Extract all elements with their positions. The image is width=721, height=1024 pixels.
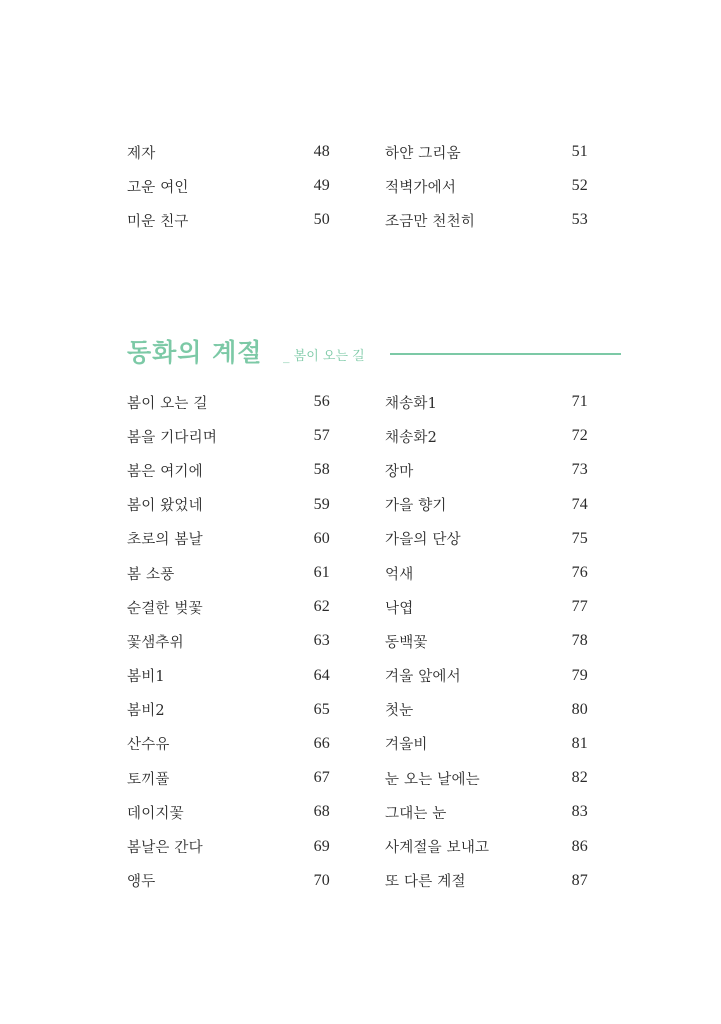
toc-entry bbox=[385, 522, 588, 556]
toc-entry bbox=[385, 590, 588, 624]
toc-entry bbox=[385, 556, 588, 590]
toc-entry-title: 미운 친구 bbox=[127, 213, 189, 230]
toc-entry bbox=[385, 727, 588, 761]
toc-entry-title: 억새 bbox=[385, 566, 414, 583]
toc-entry-page: 63 bbox=[313, 632, 330, 650]
toc-top-right-column bbox=[385, 135, 588, 238]
toc-entry-page: 49 bbox=[313, 177, 330, 195]
toc-entry bbox=[127, 864, 330, 898]
toc-entry bbox=[385, 453, 588, 487]
toc-entry bbox=[385, 761, 588, 795]
toc-entry-title: 가을의 단상 bbox=[385, 532, 461, 549]
toc-entry-title: 토끼풀 bbox=[127, 771, 170, 788]
toc-entry-page: 70 bbox=[313, 871, 330, 889]
toc-section-left-column bbox=[127, 385, 330, 898]
toc-entry-title: 채송화1 bbox=[385, 395, 438, 412]
toc-entry bbox=[385, 864, 588, 898]
section-title: 동화의 계절 bbox=[127, 338, 263, 367]
toc-entry-title: 꽃샘추위 bbox=[127, 634, 184, 651]
toc-entry-page: 67 bbox=[313, 769, 330, 787]
toc-entry-title: 고운 여인 bbox=[127, 179, 189, 196]
toc-entry-page: 71 bbox=[571, 393, 588, 411]
toc-entry-title: 겨울 앞에서 bbox=[385, 669, 461, 686]
toc-entry-page: 59 bbox=[313, 495, 330, 513]
toc-entry-page: 77 bbox=[571, 598, 588, 616]
toc-entry-page: 78 bbox=[571, 632, 588, 650]
toc-entry-page: 50 bbox=[313, 211, 330, 229]
toc-section-right-column bbox=[385, 385, 588, 898]
toc-entry-title: 그대는 눈 bbox=[385, 805, 447, 822]
toc-entry-page: 64 bbox=[313, 666, 330, 684]
toc-entry-page: 56 bbox=[313, 393, 330, 411]
toc-entry-title: 적벽가에서 bbox=[385, 179, 457, 196]
toc-entry-page: 66 bbox=[313, 734, 330, 752]
toc-entry bbox=[127, 522, 330, 556]
toc-entry-page: 48 bbox=[313, 143, 330, 161]
toc-entry bbox=[385, 624, 588, 658]
toc-entry-page: 75 bbox=[571, 529, 588, 547]
toc-entry bbox=[127, 590, 330, 624]
toc-top-left-column bbox=[127, 135, 330, 238]
toc-entry-page: 81 bbox=[571, 734, 588, 752]
toc-entry-page: 80 bbox=[571, 700, 588, 718]
toc-entry bbox=[385, 795, 588, 829]
toc-entry bbox=[385, 419, 588, 453]
toc-entry bbox=[385, 135, 588, 169]
toc-entry-title: 사계절을 보내고 bbox=[385, 840, 490, 857]
toc-entry-title: 동백꽃 bbox=[385, 634, 428, 651]
toc-entry bbox=[385, 385, 588, 419]
toc-entry bbox=[385, 488, 588, 522]
toc-entry-title: 조금만 천천히 bbox=[385, 213, 476, 230]
toc-entry-page: 86 bbox=[571, 837, 588, 855]
toc-entry-page: 87 bbox=[571, 871, 588, 889]
toc-entry-page: 82 bbox=[571, 769, 588, 787]
toc-entry bbox=[127, 169, 330, 203]
toc-entry-title: 봄이 오는 길 bbox=[127, 395, 208, 412]
toc-entry-page: 83 bbox=[571, 803, 588, 821]
toc-entry bbox=[127, 659, 330, 693]
toc-entry-title: 눈 오는 날에는 bbox=[385, 771, 480, 788]
toc-entry-title: 하얀 그리움 bbox=[385, 145, 461, 162]
toc-entry bbox=[127, 829, 330, 863]
toc-entry-page: 79 bbox=[571, 666, 588, 684]
toc-entry-page: 68 bbox=[313, 803, 330, 821]
toc-entry-page: 58 bbox=[313, 461, 330, 479]
toc-entry bbox=[127, 795, 330, 829]
section-subtitle: _ 봄이 오는 길 bbox=[283, 349, 365, 364]
toc-entry bbox=[127, 203, 330, 237]
toc-entry-title: 산수유 bbox=[127, 737, 170, 754]
toc-entry bbox=[127, 624, 330, 658]
toc-entry-page: 74 bbox=[571, 495, 588, 513]
toc-entry-title: 앵두 bbox=[127, 874, 156, 891]
toc-entry-page: 72 bbox=[571, 427, 588, 445]
toc-entry-title: 낙엽 bbox=[385, 600, 414, 617]
toc-entry bbox=[127, 453, 330, 487]
toc-entry-title: 봄은 여기에 bbox=[127, 463, 203, 480]
toc-entry-page: 61 bbox=[313, 564, 330, 582]
toc-entry-title: 초로의 봄날 bbox=[127, 532, 203, 549]
toc-entry bbox=[385, 693, 588, 727]
toc-entry-page: 52 bbox=[571, 177, 588, 195]
toc-entry bbox=[385, 203, 588, 237]
toc-entry bbox=[127, 488, 330, 522]
toc-entry-page: 51 bbox=[571, 143, 588, 161]
toc-entry bbox=[127, 693, 330, 727]
section-divider-line bbox=[390, 353, 621, 355]
toc-entry-title: 봄을 기다리며 bbox=[127, 429, 218, 446]
toc-entry-title: 장마 bbox=[385, 463, 414, 480]
toc-entry-title: 순결한 벚꽃 bbox=[127, 600, 203, 617]
toc-entry bbox=[385, 829, 588, 863]
toc-entry-title: 봄비1 bbox=[127, 669, 165, 686]
toc-entry bbox=[385, 659, 588, 693]
toc-entry-title: 채송화2 bbox=[385, 429, 438, 446]
section-header bbox=[127, 333, 621, 373]
toc-entry-title: 제자 bbox=[127, 145, 156, 162]
toc-entry-title: 봄날은 간다 bbox=[127, 840, 203, 857]
toc-entry-page: 53 bbox=[571, 211, 588, 229]
toc-entry-title: 데이지꽃 bbox=[127, 805, 184, 822]
toc-entry-title: 겨울비 bbox=[385, 737, 428, 754]
toc-entry-page: 73 bbox=[571, 461, 588, 479]
toc-entry bbox=[127, 419, 330, 453]
toc-entry bbox=[385, 169, 588, 203]
toc-entry-page: 57 bbox=[313, 427, 330, 445]
toc-entry bbox=[127, 385, 330, 419]
toc-entry-title: 또 다른 계절 bbox=[385, 874, 466, 891]
toc-entry-title: 봄비2 bbox=[127, 703, 165, 720]
toc-entry bbox=[127, 556, 330, 590]
toc-entry-page: 65 bbox=[313, 700, 330, 718]
toc-entry-page: 60 bbox=[313, 529, 330, 547]
toc-entry-title: 첫눈 bbox=[385, 703, 414, 720]
toc-entry-title: 봄 소풍 bbox=[127, 566, 175, 583]
toc-entry bbox=[127, 727, 330, 761]
toc-entry-page: 76 bbox=[571, 564, 588, 582]
toc-entry bbox=[127, 135, 330, 169]
toc-entry bbox=[127, 761, 330, 795]
toc-entry-page: 69 bbox=[313, 837, 330, 855]
toc-entry-title: 봄이 왔었네 bbox=[127, 498, 203, 515]
toc-entry-page: 62 bbox=[313, 598, 330, 616]
toc-entry-title: 가을 향기 bbox=[385, 498, 447, 515]
